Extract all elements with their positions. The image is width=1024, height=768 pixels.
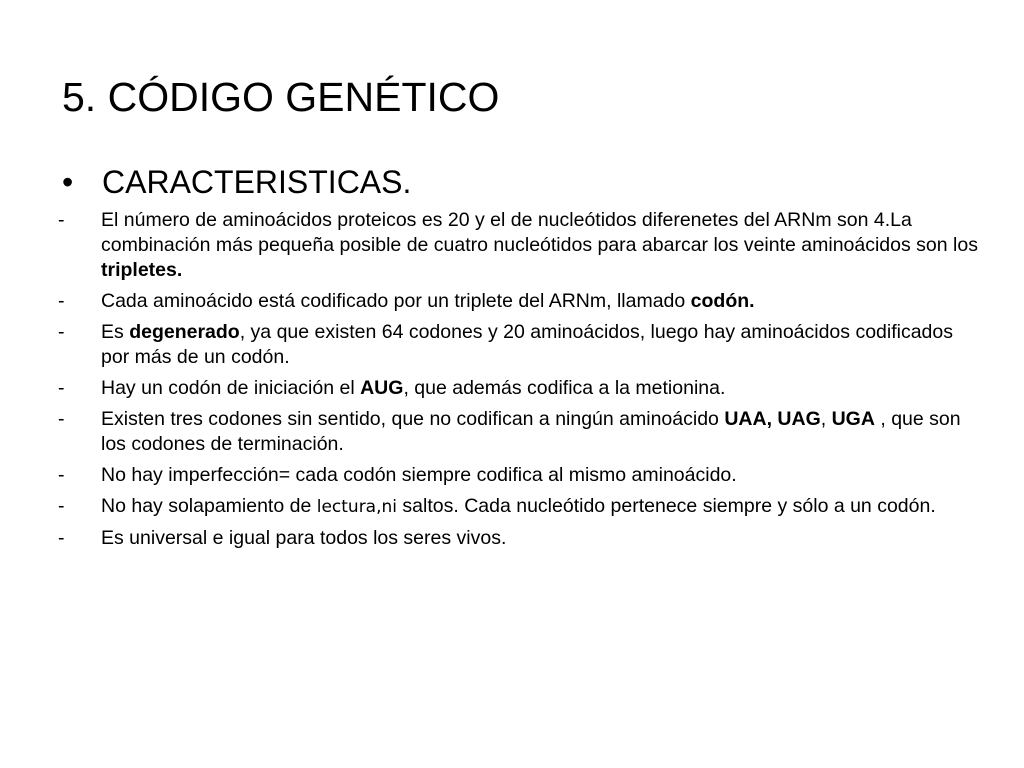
- dash-bullet-icon: -: [58, 377, 65, 399]
- text-segment: Hay un codón de iniciación el: [101, 377, 361, 399]
- list-item-text: [101, 527, 506, 549]
- text-segment: lectura,ni: [316, 497, 397, 517]
- list-item: [58, 208, 978, 283]
- section-heading: CARACTERISTICAS.: [102, 164, 412, 200]
- list-item-text: [101, 321, 953, 368]
- list-item: [58, 526, 978, 551]
- text-segment: Es: [101, 321, 130, 343]
- characteristics-list: [58, 208, 978, 557]
- bold-term: UGA: [831, 408, 875, 430]
- bold-term: tripletes.: [101, 259, 183, 281]
- text-segment: Existen tres codones sin sentido, que no codifican a ningún aminoácido: [101, 408, 725, 430]
- list-item: [58, 376, 978, 401]
- list-item: [58, 289, 978, 314]
- text-segment: , que son los codones de terminación.: [101, 408, 961, 455]
- dash-bullet-icon: -: [58, 321, 65, 343]
- bold-term: codón.: [690, 290, 755, 312]
- list-item: [58, 407, 978, 457]
- bold-term: UAA, UAG: [724, 408, 821, 430]
- list-item-text: [101, 408, 961, 455]
- bold-term: degenerado: [129, 321, 240, 343]
- dash-bullet-icon: -: [58, 408, 65, 430]
- list-item: [58, 494, 978, 520]
- text-segment: saltos. Cada nucleótido pertenece siempre y sólo a un codón.: [397, 495, 936, 517]
- main-bullet: [62, 162, 411, 202]
- bold-term: AUG: [360, 377, 404, 399]
- text-segment: No hay solapamiento de: [101, 495, 317, 517]
- text-segment: No hay imperfección= cada codón siempre codifica al mismo aminoácido.: [101, 464, 737, 486]
- bullet-icon: •: [62, 164, 74, 200]
- text-segment: Es universal e igual para todos los seres vivos.: [101, 527, 507, 549]
- dash-bullet-icon: -: [58, 209, 65, 231]
- text-segment: , que además codifica a la metionina.: [403, 377, 726, 399]
- slide-title: 5. CÓDIGO GENÉTICO: [62, 74, 500, 120]
- dash-bullet-icon: -: [58, 495, 65, 517]
- dash-bullet-icon: -: [58, 464, 65, 486]
- list-item-text: [101, 290, 755, 312]
- list-item-text: [101, 377, 725, 399]
- list-item-text: [101, 495, 936, 517]
- list-item: [58, 320, 978, 370]
- text-segment: ,: [820, 408, 832, 430]
- list-item-text: [101, 209, 978, 281]
- dash-bullet-icon: -: [58, 290, 65, 312]
- dash-bullet-icon: -: [58, 527, 65, 549]
- list-item: [58, 463, 978, 488]
- text-segment: , ya que existen 64 codones y 20 aminoácidos, luego hay aminoácidos codificados por más de un codón.: [101, 321, 954, 368]
- text-segment: El número de aminoácidos proteicos es 20 y el de nucleótidos diferenetes del ARNm son 4.La combinación más pequeña posible de cuatro nucleótidos para abarcar los veinte aminoácidos son los: [101, 209, 978, 256]
- text-segment: Cada aminoácido está codificado por un triplete del ARNm, llamado: [101, 290, 691, 312]
- list-item-text: [101, 464, 737, 486]
